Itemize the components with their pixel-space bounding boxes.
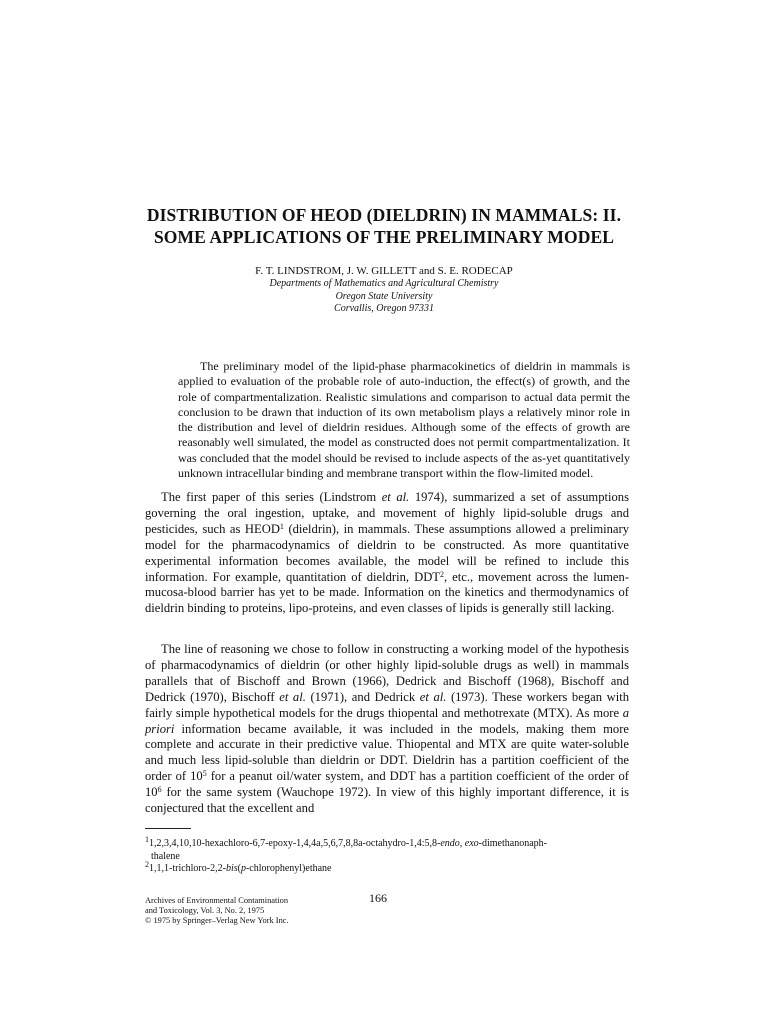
italic-run: a priori (145, 705, 629, 736)
copyright-line: © 1975 by Springer–Verlag New York Inc. (145, 916, 289, 925)
text-run: (1971), and Dedrick (305, 689, 420, 704)
italic-run: endo, exo (440, 838, 479, 849)
journal-citation (145, 896, 365, 926)
text-run: 1974), summarized a set of assumptions governing the oral ingestion, uptake, and movement of highly lipid-soluble drugs and pesticides, such as HEOD (145, 490, 629, 536)
footnote-ref-1: 1 (279, 521, 284, 531)
text-run: information became available, it was included in the models, making them more complete and accurate in their predictive value. Thiopental and MTX are quite water-soluble and much less lipid-soluble than dieldrin or DDT. Dieldrin has a partition coefficient of the order of 10 (145, 721, 629, 784)
footnotes (145, 835, 629, 876)
abstract: The preliminary model of the lipid-phase pharmacokinetics of dieldrin in mammals is applied to evaluation of the probable role of auto-induction, the effect(s) of growth, and the role of compartmentalization. Realistic simulations and comparison to actual data permit the conclusion to be drawn that induction of its own metabolism plays a relatively minor role in the distribution and level of dieldrin residues. Although some of the effects of growth are reasonably well simulated, the model as constructed does not permit compartmentalization. It was concluded that the model should be revised to include aspects of the as-yet quantitatively unknown intracellular binding and membrane transport within the flow-limited model. (178, 359, 630, 481)
article-title (120, 204, 648, 248)
text-run: -chlorophenyl)ethane (245, 863, 332, 874)
text-run: The line of reasoning we chose to follow in constructing a working model of the hypothesis of pharmacodynamics of dieldrin (or other highly lipid-soluble drugs as well) in mammals parallels that of Bischoff and Brown (1966), Dedrick and Bischoff (1968), Bischoff and Dedrick (1970), Bischoff (145, 642, 629, 704)
footnote-divider (145, 828, 191, 829)
author-block (150, 265, 618, 316)
journal-line-1: Archives of Environmental Contamination (145, 896, 289, 905)
body-paragraph-1 (145, 490, 629, 617)
italic-run: et al. (381, 490, 410, 504)
body-paragraph-2 (145, 642, 629, 817)
text-run: 1,2,3,4,10,10-hexachloro-6,7-epoxy-1,4,4a,5,6,7,8,8a-octahydro-1,4:5,8- (149, 838, 441, 849)
page-number: 166 (369, 891, 387, 905)
affiliation-university: Oregon State University (335, 290, 433, 302)
title-line-2: SOME APPLICATIONS OF THE PRELIMINARY MODEL (153, 227, 615, 247)
italic-run: et al. (279, 689, 306, 704)
text-run: (dieldrin), in mammals. These assumptions allowed a preliminary model for the pharmacodynamics of dieldrin to be constructed. As more quantitative experimental information becomes available, the model will be refined to include this information. For example, quantitation of dieldrin, DDT (145, 521, 629, 584)
footnote-mark: 1 (145, 835, 149, 844)
author-names: F. T. LINDSTROM, J. W. GILLETT and S. E. RODECAP (255, 265, 513, 277)
italic-run: et al. (419, 689, 447, 704)
affiliation-city: Corvallis, Oregon 97331 (334, 303, 434, 314)
title-line-1: DISTRIBUTION OF HEOD (DIELDRIN) IN MAMMALS: II. (146, 205, 622, 225)
footnote-1-continued: thalene (151, 850, 180, 862)
text-run: ( (237, 863, 241, 874)
footnote-ref-2: 2 (439, 569, 444, 579)
footnote-1 (145, 835, 629, 851)
text-run: The first paper of this series (Lindstrom (161, 490, 382, 504)
text-run: (1973). These workers began with fairly simple hypothetical models for the drugs thiopental and methotrexate (MTX). As more (145, 689, 629, 720)
italic-run: bis (225, 863, 238, 874)
affiliation-department: Departments of Mathematics and Agricultural Chemistry (269, 278, 499, 289)
text-run: 1,1,1-trichloro-2,2- (149, 863, 226, 874)
footnote-mark: 2 (145, 860, 149, 869)
text-run: -dimethanonaph- (478, 838, 547, 849)
text-run: for the same system (Wauchope 1972). In view of this highly important difference, it is conjectured that the excellent and (145, 785, 629, 816)
journal-line-2: and Toxicology, Vol. 3, No. 2, 1975 (145, 906, 265, 915)
exponent: 6 (157, 785, 162, 795)
text-run: for a peanut oil/water system, and DDT has a partition coefficient of the order of 10 (145, 769, 630, 800)
footnote-2 (145, 860, 629, 876)
text-run: , etc., movement across the lumen-mucosa-blood barrier has yet to be made. Information on the kinetics and thermodynamics of dieldrin binding to proteins, lipo-proteins, and even classes of lipids is generally still lacking. (145, 569, 629, 616)
italic-run: p (240, 863, 246, 874)
exponent: 5 (202, 769, 207, 779)
